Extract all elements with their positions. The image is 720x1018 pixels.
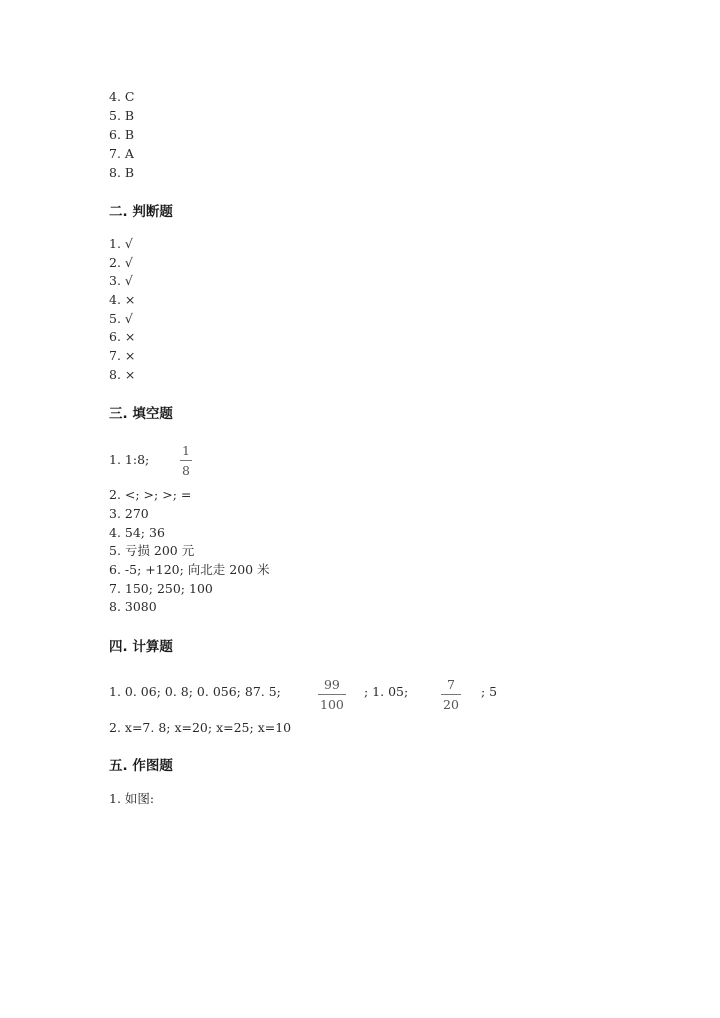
section-title-draw: 五. 作图题 — [109, 758, 173, 774]
judge-answer-2: 2. √ — [109, 255, 133, 270]
calc-answer-1-fraction-1 — [318, 677, 346, 712]
choice-answer-7: 7. A — [109, 146, 134, 161]
fraction-numerator: 7 — [446, 677, 455, 692]
fill-answer-1-fraction — [180, 443, 192, 478]
fill-answer-2: 2. <; >; >; = — [109, 487, 192, 502]
fraction-numerator: 1 — [182, 443, 190, 458]
fill-answer-7: 7. 150; 250; 100 — [109, 581, 213, 596]
fraction-bar — [318, 694, 346, 695]
choice-answer-4: 4. C — [109, 89, 135, 104]
section-title-fill: 三. 填空题 — [109, 406, 173, 422]
judge-answer-4: 4. × — [109, 292, 136, 307]
fill-answer-8: 8. 3080 — [109, 599, 157, 614]
fraction-numerator: 99 — [323, 677, 340, 692]
fill-answer-5: 5. 亏损 200 元 — [109, 543, 195, 558]
fraction-denominator: 8 — [182, 463, 190, 478]
draw-answer-1: 1. 如图: — [109, 791, 155, 806]
choice-answer-8: 8. B — [109, 165, 135, 180]
judge-answer-5: 5. √ — [109, 311, 133, 326]
judge-answer-6: 6. × — [109, 329, 136, 344]
choice-answer-6: 6. B — [109, 127, 135, 142]
fraction-denominator: 100 — [320, 697, 344, 712]
judge-answer-8: 8. × — [109, 367, 136, 382]
fraction-denominator: 20 — [443, 697, 459, 712]
judge-answer-1: 1. √ — [109, 236, 133, 251]
fill-answer-4: 4. 54; 36 — [109, 525, 165, 540]
judge-answer-7: 7. × — [109, 348, 136, 363]
section-title-judge: 二. 判断题 — [109, 204, 173, 220]
fraction-bar — [180, 460, 192, 461]
calc-answer-1-part2: ; 1. 05; — [364, 684, 409, 699]
fill-answer-3: 3. 270 — [109, 506, 149, 521]
judge-answer-3: 3. √ — [109, 273, 133, 288]
calc-answer-1-part3: ; 5 — [481, 684, 498, 699]
fill-answer-6: 6. -5; +120; 向北走 200 米 — [109, 562, 270, 577]
fraction-bar — [441, 694, 461, 695]
calc-answer-2: 2. x=7. 8; x=20; x=25; x=10 — [109, 720, 292, 735]
choice-answer-5: 5. B — [109, 108, 135, 123]
calc-answer-1-part1: 1. 0. 06; 0. 8; 0. 056; 87. 5; — [109, 684, 281, 699]
calc-answer-1-fraction-2 — [441, 677, 461, 712]
section-title-calc: 四. 计算题 — [109, 639, 173, 655]
fill-answer-1-text: 1. 1:8; — [109, 452, 150, 467]
